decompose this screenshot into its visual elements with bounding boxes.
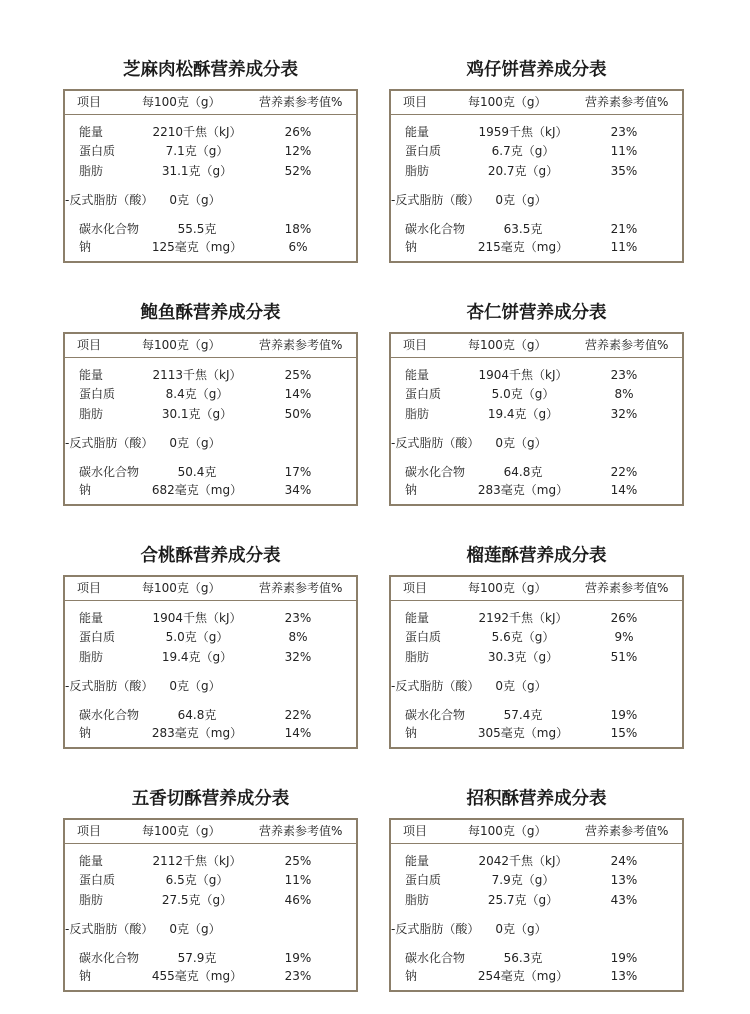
row-value-sodium: 215毫克（mg） xyxy=(477,240,569,254)
row-label-carbs: 碳水化合物 xyxy=(405,951,466,965)
row-label-protein: 蛋白质 xyxy=(79,873,116,887)
row-label-protein: 蛋白质 xyxy=(405,144,442,158)
row-nrv-energy: 23% xyxy=(610,368,638,382)
row-label-carbs: 碳水化合物 xyxy=(405,708,466,722)
nutrition-table xyxy=(389,818,684,992)
row-value-trans-fat: 0克（g） xyxy=(169,922,221,936)
panel-title: 榴莲酥营养成分表 xyxy=(466,546,607,566)
row-label-fat: 脂肪 xyxy=(79,650,104,664)
panel-title: 杏仁饼营养成分表 xyxy=(466,303,607,323)
row-value-carbs: 55.5克 xyxy=(177,222,217,236)
row-label-energy: 能量 xyxy=(79,368,104,382)
row-nrv-protein: 8% xyxy=(288,630,308,644)
table-header xyxy=(65,577,356,601)
row-value-protein: 6.5克（g） xyxy=(165,873,229,887)
header-per100: 每100克（g） xyxy=(468,581,547,595)
row-nrv-energy: 25% xyxy=(284,368,312,382)
row-nrv-energy: 23% xyxy=(610,125,638,139)
header-item: 项目 xyxy=(403,95,428,109)
row-nrv-carbs: 22% xyxy=(284,708,312,722)
row-nrv-carbs: 18% xyxy=(284,222,312,236)
row-label-energy: 能量 xyxy=(405,611,430,625)
row-value-energy: 2042千焦（kJ） xyxy=(478,854,568,868)
row-label-trans-fat: -反式脂肪（酸） xyxy=(65,679,154,693)
row-label-protein: 蛋白质 xyxy=(405,387,442,401)
row-value-protein: 7.9克（g） xyxy=(491,873,555,887)
header-item: 项目 xyxy=(403,824,428,838)
row-label-fat: 脂肪 xyxy=(79,893,104,907)
row-value-protein: 6.7克（g） xyxy=(491,144,555,158)
row-nrv-energy: 26% xyxy=(284,125,312,139)
row-label-carbs: 碳水化合物 xyxy=(405,465,466,479)
row-value-carbs: 63.5克 xyxy=(503,222,543,236)
panel-title: 合桃酥营养成分表 xyxy=(140,546,281,566)
header-per100: 每100克（g） xyxy=(142,824,221,838)
row-nrv-fat: 35% xyxy=(610,164,638,178)
row-nrv-protein: 13% xyxy=(610,873,638,887)
row-label-carbs: 碳水化合物 xyxy=(79,222,140,236)
row-label-trans-fat: -反式脂肪（酸） xyxy=(391,193,480,207)
row-value-sodium: 305毫克（mg） xyxy=(477,726,569,740)
row-label-carbs: 碳水化合物 xyxy=(79,951,140,965)
table-header xyxy=(65,334,356,358)
panel-title: 芝麻肉松酥营养成分表 xyxy=(123,60,298,80)
row-label-fat: 脂肪 xyxy=(79,407,104,421)
table-header xyxy=(391,91,682,115)
row-nrv-sodium: 23% xyxy=(284,969,312,983)
header-nrv: 营养素参考值% xyxy=(259,824,343,838)
row-label-protein: 蛋白质 xyxy=(79,144,116,158)
header-item: 项目 xyxy=(77,581,102,595)
row-label-fat: 脂肪 xyxy=(405,164,430,178)
row-value-fat: 25.7克（g） xyxy=(487,893,559,907)
row-value-protein: 5.6克（g） xyxy=(491,630,555,644)
row-value-energy: 2192千焦（kJ） xyxy=(478,611,568,625)
nutrition-table xyxy=(63,332,358,506)
row-label-sodium: 钠 xyxy=(79,726,92,740)
row-label-energy: 能量 xyxy=(79,611,104,625)
row-label-sodium: 钠 xyxy=(405,240,418,254)
nutrition-panel xyxy=(389,302,684,506)
nutrition-table xyxy=(389,89,684,263)
row-value-sodium: 283毫克（mg） xyxy=(477,483,569,497)
row-value-sodium: 254毫克（mg） xyxy=(477,969,569,983)
nutrition-panel xyxy=(389,788,684,992)
row-nrv-sodium: 15% xyxy=(610,726,638,740)
row-value-energy: 2112千焦（kJ） xyxy=(152,854,242,868)
row-nrv-sodium: 13% xyxy=(610,969,638,983)
row-value-carbs: 64.8克 xyxy=(503,465,543,479)
header-nrv: 营养素参考值% xyxy=(585,581,669,595)
row-nrv-protein: 14% xyxy=(284,387,312,401)
row-value-sodium: 125毫克（mg） xyxy=(151,240,243,254)
row-label-protein: 蛋白质 xyxy=(405,873,442,887)
row-label-energy: 能量 xyxy=(79,854,104,868)
row-nrv-protein: 9% xyxy=(614,630,634,644)
row-value-protein: 8.4克（g） xyxy=(165,387,229,401)
header-nrv: 营养素参考值% xyxy=(585,95,669,109)
row-label-trans-fat: -反式脂肪（酸） xyxy=(391,922,480,936)
row-value-energy: 2113千焦（kJ） xyxy=(152,368,242,382)
nutrition-panel xyxy=(63,788,358,992)
row-nrv-fat: 32% xyxy=(610,407,638,421)
nutrition-panel xyxy=(389,545,684,749)
row-nrv-protein: 11% xyxy=(610,144,638,158)
row-value-carbs: 64.8克 xyxy=(177,708,217,722)
nutrition-table xyxy=(63,575,358,749)
row-nrv-sodium: 6% xyxy=(288,240,308,254)
row-value-fat: 19.4克（g） xyxy=(487,407,559,421)
header-item: 项目 xyxy=(77,338,102,352)
header-item: 项目 xyxy=(77,824,102,838)
row-label-protein: 蛋白质 xyxy=(79,630,116,644)
row-value-trans-fat: 0克（g） xyxy=(169,193,221,207)
row-value-sodium: 283毫克（mg） xyxy=(151,726,243,740)
row-label-sodium: 钠 xyxy=(405,969,418,983)
nutrition-panel xyxy=(63,59,358,263)
row-label-fat: 脂肪 xyxy=(405,650,430,664)
row-label-trans-fat: -反式脂肪（酸） xyxy=(391,436,480,450)
row-label-carbs: 碳水化合物 xyxy=(79,465,140,479)
row-nrv-sodium: 34% xyxy=(284,483,312,497)
row-value-energy: 2210千焦（kJ） xyxy=(152,125,242,139)
header-per100: 每100克（g） xyxy=(142,338,221,352)
row-value-carbs: 56.3克 xyxy=(503,951,543,965)
row-value-fat: 30.1克（g） xyxy=(161,407,233,421)
row-value-trans-fat: 0克（g） xyxy=(169,679,221,693)
row-nrv-carbs: 22% xyxy=(610,465,638,479)
row-nrv-energy: 26% xyxy=(610,611,638,625)
row-label-trans-fat: -反式脂肪（酸） xyxy=(65,922,154,936)
table-header xyxy=(65,820,356,844)
table-header xyxy=(65,91,356,115)
row-value-trans-fat: 0克（g） xyxy=(495,193,547,207)
row-label-fat: 脂肪 xyxy=(79,164,104,178)
header-nrv: 营养素参考值% xyxy=(259,581,343,595)
header-per100: 每100克（g） xyxy=(468,824,547,838)
row-nrv-fat: 32% xyxy=(284,650,312,664)
row-value-trans-fat: 0克（g） xyxy=(169,436,221,450)
header-per100: 每100克（g） xyxy=(468,95,547,109)
row-label-energy: 能量 xyxy=(405,125,430,139)
header-per100: 每100克（g） xyxy=(142,95,221,109)
row-nrv-carbs: 21% xyxy=(610,222,638,236)
row-value-energy: 1904千焦（kJ） xyxy=(478,368,568,382)
row-nrv-sodium: 11% xyxy=(610,240,638,254)
nutrition-table xyxy=(63,818,358,992)
row-value-carbs: 57.4克 xyxy=(503,708,543,722)
row-nrv-protein: 12% xyxy=(284,144,312,158)
header-nrv: 营养素参考值% xyxy=(259,338,343,352)
row-nrv-carbs: 19% xyxy=(610,708,638,722)
row-label-carbs: 碳水化合物 xyxy=(79,708,140,722)
row-value-carbs: 50.4克 xyxy=(177,465,217,479)
row-value-energy: 1904千焦（kJ） xyxy=(152,611,242,625)
row-nrv-sodium: 14% xyxy=(610,483,638,497)
table-header xyxy=(391,577,682,601)
row-label-trans-fat: -反式脂肪（酸） xyxy=(391,679,480,693)
row-value-protein: 5.0克（g） xyxy=(491,387,555,401)
row-nrv-carbs: 17% xyxy=(284,465,312,479)
row-nrv-fat: 43% xyxy=(610,893,638,907)
row-value-protein: 7.1克（g） xyxy=(165,144,229,158)
nutrition-table xyxy=(389,575,684,749)
row-label-carbs: 碳水化合物 xyxy=(405,222,466,236)
row-nrv-carbs: 19% xyxy=(610,951,638,965)
row-label-sodium: 钠 xyxy=(79,483,92,497)
header-nrv: 营养素参考值% xyxy=(259,95,343,109)
row-nrv-fat: 46% xyxy=(284,893,312,907)
row-label-sodium: 钠 xyxy=(405,483,418,497)
row-nrv-energy: 25% xyxy=(284,854,312,868)
row-label-energy: 能量 xyxy=(405,854,430,868)
row-value-trans-fat: 0克（g） xyxy=(495,679,547,693)
row-value-fat: 27.5克（g） xyxy=(161,893,233,907)
row-label-sodium: 钠 xyxy=(79,969,92,983)
row-label-trans-fat: -反式脂肪（酸） xyxy=(65,193,154,207)
row-label-sodium: 钠 xyxy=(405,726,418,740)
row-value-sodium: 682毫克（mg） xyxy=(151,483,243,497)
row-nrv-fat: 51% xyxy=(610,650,638,664)
header-nrv: 营养素参考值% xyxy=(585,824,669,838)
row-nrv-protein: 8% xyxy=(614,387,634,401)
row-value-fat: 31.1克（g） xyxy=(161,164,233,178)
nutrition-panel xyxy=(63,545,358,749)
header-per100: 每100克（g） xyxy=(468,338,547,352)
row-nrv-protein: 11% xyxy=(284,873,312,887)
row-value-sodium: 455毫克（mg） xyxy=(151,969,243,983)
row-label-trans-fat: -反式脂肪（酸） xyxy=(65,436,154,450)
panel-title: 五香切酥营养成分表 xyxy=(131,789,290,809)
nutrition-panel xyxy=(63,302,358,506)
row-nrv-energy: 23% xyxy=(284,611,312,625)
nutrition-table xyxy=(63,89,358,263)
row-label-energy: 能量 xyxy=(79,125,104,139)
table-header xyxy=(391,820,682,844)
row-value-energy: 1959千焦（kJ） xyxy=(478,125,568,139)
row-value-fat: 20.7克（g） xyxy=(487,164,559,178)
header-nrv: 营养素参考值% xyxy=(585,338,669,352)
row-value-trans-fat: 0克（g） xyxy=(495,436,547,450)
row-nrv-fat: 50% xyxy=(284,407,312,421)
table-header xyxy=(391,334,682,358)
nutrition-table xyxy=(389,332,684,506)
row-label-sodium: 钠 xyxy=(79,240,92,254)
header-item: 项目 xyxy=(77,95,102,109)
panel-title: 鲍鱼酥营养成分表 xyxy=(140,303,281,323)
header-item: 项目 xyxy=(403,581,428,595)
row-nrv-sodium: 14% xyxy=(284,726,312,740)
row-label-fat: 脂肪 xyxy=(405,407,430,421)
panel-title: 鸡仔饼营养成分表 xyxy=(466,60,607,80)
row-value-carbs: 57.9克 xyxy=(177,951,217,965)
row-nrv-energy: 24% xyxy=(610,854,638,868)
row-nrv-carbs: 19% xyxy=(284,951,312,965)
row-label-energy: 能量 xyxy=(405,368,430,382)
nutrition-panel xyxy=(389,59,684,263)
row-nrv-fat: 52% xyxy=(284,164,312,178)
row-value-fat: 19.4克（g） xyxy=(161,650,233,664)
header-item: 项目 xyxy=(403,338,428,352)
row-label-fat: 脂肪 xyxy=(405,893,430,907)
row-value-protein: 5.0克（g） xyxy=(165,630,229,644)
header-per100: 每100克（g） xyxy=(142,581,221,595)
row-label-protein: 蛋白质 xyxy=(79,387,116,401)
panel-title: 招积酥营养成分表 xyxy=(466,789,607,809)
row-value-trans-fat: 0克（g） xyxy=(495,922,547,936)
row-label-protein: 蛋白质 xyxy=(405,630,442,644)
row-value-fat: 30.3克（g） xyxy=(487,650,559,664)
